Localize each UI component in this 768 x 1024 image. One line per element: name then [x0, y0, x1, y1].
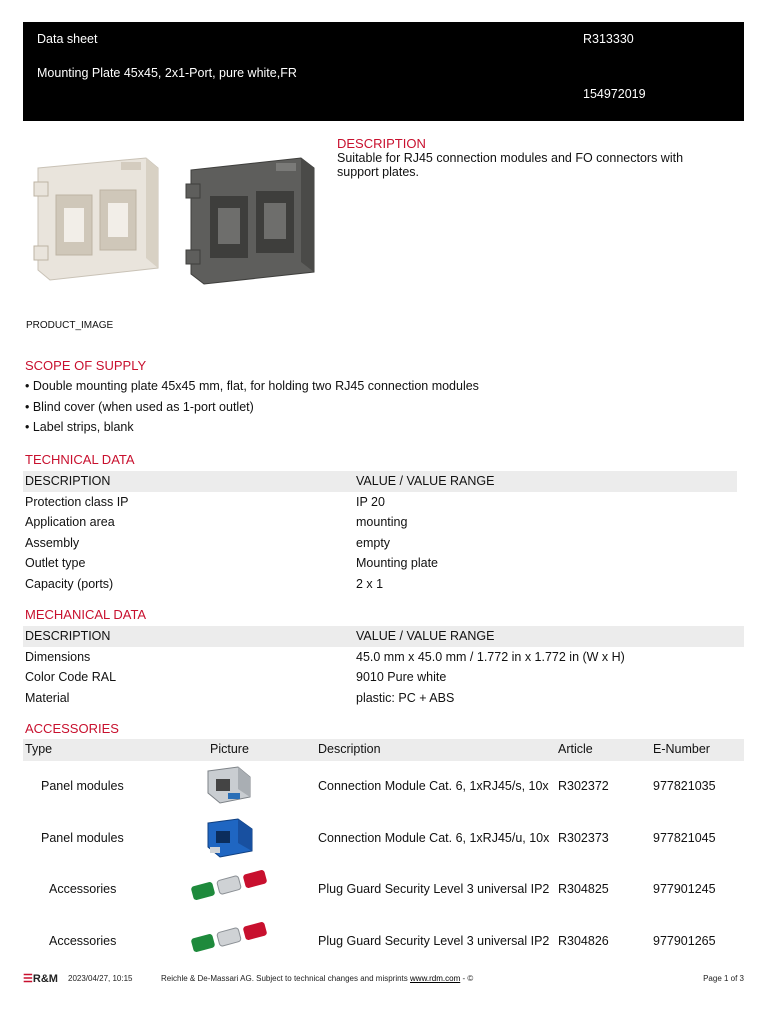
accessory-article: R302372 — [558, 779, 609, 793]
table-header-row — [23, 471, 737, 492]
row-label: Color Code RAL — [25, 670, 117, 684]
row-value: 9010 Pure white — [356, 670, 447, 684]
accessory-e-number: 977901265 — [653, 933, 716, 948]
description-title: DESCRIPTION — [337, 136, 426, 151]
table-header-row — [23, 626, 744, 647]
accessories-table — [23, 739, 744, 967]
accessory-type: Accessories — [49, 882, 117, 896]
accessory-e-number: 977821045 — [653, 830, 716, 845]
column-header: DESCRIPTION — [25, 629, 111, 643]
product-title: Mounting Plate 45x45, 2x1-Port, pure white,FR — [37, 66, 297, 80]
column-header: DESCRIPTION — [25, 474, 111, 488]
accessory-description: Connection Module Cat. 6, 1xRJ45/u, 10x — [318, 830, 550, 845]
plug-guards-image — [188, 866, 278, 912]
grey-plate-image — [186, 158, 314, 284]
scope-item: • Label strips, blank — [25, 420, 134, 434]
accessory-article: R304825 — [558, 882, 609, 896]
row-label: Application area — [25, 515, 115, 529]
table-row — [23, 574, 737, 595]
table-row — [23, 813, 744, 865]
scope-title: SCOPE OF SUPPLY — [25, 358, 147, 373]
table-row — [23, 667, 744, 688]
scope-item: • Double mounting plate 45x45 mm, flat, for holding two RJ45 connection modules — [25, 379, 479, 393]
product-image — [26, 150, 326, 300]
row-label: Dimensions — [25, 649, 91, 664]
article-number: R313330 — [583, 32, 634, 46]
column-header: Type — [25, 742, 53, 756]
table-row — [23, 761, 744, 813]
row-value: Mounting plate — [356, 556, 439, 570]
accessory-article: R304826 — [558, 933, 609, 948]
row-label: Capacity (ports) — [25, 576, 114, 591]
description-text-line1: Suitable for RJ45 connection modules and FO connectors with — [337, 151, 684, 165]
column-header: Description — [318, 742, 381, 756]
table-row — [23, 916, 744, 968]
row-label: Assembly — [25, 535, 80, 550]
table-row — [23, 553, 737, 574]
row-label: Outlet type — [25, 556, 86, 570]
row-value: IP 20 — [356, 494, 385, 509]
document-header — [23, 22, 744, 121]
table-row — [23, 647, 744, 668]
product-image-label: PRODUCT_IMAGE — [26, 320, 114, 331]
accessory-description: Plug Guard Security Level 3 universal IP2 — [318, 882, 550, 896]
white-plate-image — [34, 158, 158, 280]
e-number: 154972019 — [583, 87, 646, 101]
row-value: 2 x 1 — [356, 576, 384, 591]
accessory-type: Panel modules — [41, 830, 124, 845]
column-header: E-Number — [653, 742, 710, 756]
website-link[interactable]: www.rdm.com — [410, 974, 461, 983]
footer-date: 2023/04/27, 10:15 — [68, 974, 133, 983]
module-grey-image — [188, 763, 278, 809]
row-label: Material — [25, 690, 70, 705]
technical-data-table — [23, 471, 737, 594]
mechanical-data-table — [23, 626, 744, 708]
accessory-type: Panel modules — [41, 779, 124, 793]
accessory-description: Plug Guard Security Level 3 universal IP2 — [318, 933, 550, 948]
accessory-description: Connection Module Cat. 6, 1xRJ45/s, 10x — [318, 779, 549, 793]
technical-data-title: TECHNICAL DATA — [25, 452, 135, 467]
column-header: Article — [558, 742, 593, 756]
column-header: VALUE / VALUE RANGE — [356, 474, 495, 488]
table-row — [23, 512, 737, 533]
column-header: VALUE / VALUE RANGE — [356, 629, 495, 643]
row-value: plastic: PC + ABS — [356, 690, 455, 705]
module-blue-image — [188, 815, 278, 861]
accessory-e-number: 977821035 — [653, 779, 716, 793]
accessory-type: Accessories — [49, 933, 117, 948]
row-label: Protection class IP — [25, 494, 129, 509]
table-row — [23, 533, 737, 554]
table-row — [23, 864, 744, 916]
table-row — [23, 492, 737, 513]
footer-disclaimer: Reichle & De-Massari AG. Subject to technical changes and misprints www.rdm.com - © — [161, 974, 474, 983]
row-value: 45.0 mm x 45.0 mm / 1.772 in x 1.772 in (W x H) — [356, 649, 625, 664]
plug-guards-image — [188, 918, 278, 964]
accessory-article: R302373 — [558, 830, 609, 845]
page-number: Page 1 of 3 — [703, 974, 744, 983]
scope-item: • Blind cover (when used as 1-port outlet) — [25, 400, 254, 414]
accessories-title: ACCESSORIES — [25, 721, 119, 736]
row-value: mounting — [356, 515, 408, 529]
column-header: Picture — [210, 742, 249, 756]
table-row — [23, 688, 744, 709]
row-value: empty — [356, 535, 391, 550]
table-header-row — [23, 739, 744, 761]
doc-type: Data sheet — [37, 32, 98, 46]
mechanical-data-title: MECHANICAL DATA — [25, 607, 147, 622]
rm-logo: ☰R&M — [23, 973, 58, 985]
accessory-e-number: 977901245 — [653, 882, 716, 896]
description-text-line2: support plates. — [337, 165, 419, 179]
